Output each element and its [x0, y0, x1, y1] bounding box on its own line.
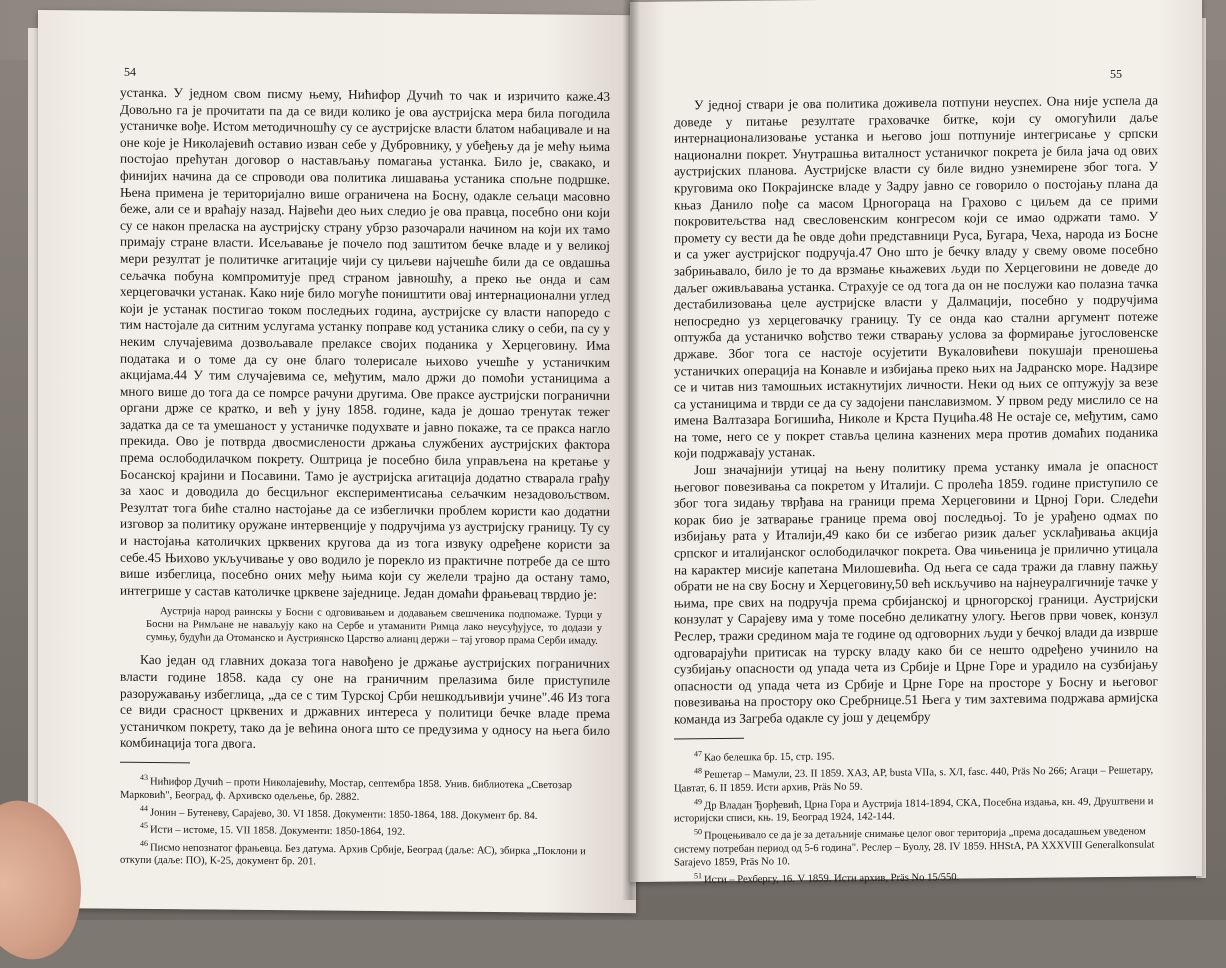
- footnote-43: $^{43}$ Нићифор Дучић – проти Николајевићу, Мостар, септембра 1858. Унив. библиотека „Светозар Марковић", Београд, ф. Архивско одељење, бр. 2882.: [120, 772, 572, 803]
- right-paragraph-2: Још значајнији утицај на њену политику према устанку имала је опасност његовог повезивања са покретом у Италији. С пролећа 1859. године приступило се због тога зидању тврђава на граници према Херцеговини и Црној Гори. Следећи корак био је затварање границе према овој последњој. То је урађено одмах по избијању рата у Италији,49 како би се избегао ризик даљег усклађивања акција српског и италијанског ослободилачког покрета. Ова чињеница је прилично утицала на карактер мисије капетана Милошевића. Од њега се сада тражи да главну пажњу обрати не на сву Босну и Херцеговину,50 већ искључиво на најнеуралгичније тачке у њима, пре свих на подручја према србијанској и црногорској граници. Аустријски конзулат у Сарајеву има у томе посебно деликатну улогу. Његов први човек, конзул Реслер, тражи средином маја те године од одговорних људи у бечкој влади да изврше одговарајући притисак на турску владу како би се нешто одређено учинило на сузбијању опасности од упада чета из Србије и Црне Горе и урадило на сузбијању опасности од упада чета из Србије и Црне Горе на просторе у Босну и његовог повезивања на простору око Сребрнице.51 Њега у тим захтевима подржава армијска команда из Загреба одакле су још у децембру: [674, 457, 1158, 727]
- footnote-rule: [120, 762, 190, 764]
- right-page: [630, 0, 1202, 886]
- left-page: [38, 10, 636, 913]
- footnote-47: $^{47}$ Као белешка бр. 15, стр. 195.: [694, 748, 835, 764]
- left-paragraph: устанка. У једном свом писму њему, Нићифор Дучић то чак и изричито каже.43 Довољно га је прочитати па да се види колико је ова аустријска мера била погодила устаничке вође. Истом методичношћу су се аустријске власти блатом набацивале и на оне које је Николајевић оставио изван себе у Дубровнику, у убеђењу да је мећу њима постојао прећутан договор о настављању помагања устанка. Било је, свакако, и финијих начина да се спроводи ова политика лишавања устаника спољне подршке. Њена примена је територијално више ограничена на Босну, одакле сељаци масовно беже, али се и враћају назад. Највећи део њих следио је ова правца, посебно они који су се након преласка на аустријску страну убрзо разочарали начином на који их тамо примају стране власти. Исељавање је почело под заштитом бечке владе и у великој мери резултат је политичке агитације чији су циљеви најчешће били да се овдашња сељачка побуна компромитује пред страном јавношћу, а преко ње онда и сам херцеговачки устанак. Како није било могуће поништити овај интернационални углед који је устанак постигао током последњих година, аустријске су власти напоредо с тим настојале да ситним услугама устанку поправе код устаника слику о себи, па су у неким случајевима дозвољавале прелаксе својих поданика у Херцеговину. Има података и о томе да су оне благо толерисале њихово учешће у устаничким акцијама.44 У тим случајевима се, међутим, мало држи до помоћи устаницима а много више до тога да се помрсе рачуни другима. Ове праксе аустријски погранични органи држе се кратко, и већ у јуну 1858. године, када је дошао тренутак тежег задатка да се та умешаност у устаничке подухвате и јавно покаже, та се пракса нагло прекида. Ово је потврда двосмислености држања службених аустријских фактора према ослободилачком покрету. Оштрица је посебно била управљена на кретање у Босанској крајини и Посавини. Тамо је аустријска агитација додатно стварала грађу за хаос и доводила до бесциљног експериментисања сељачким незадовољством. Резултат тога биће стално настојање да се избеглички проблем користи као додатни изговор за политику оружане интервенције у подручјима уз аустријску границу. Ту су и настојања католичких црквених кругова да из тога извуку одређене користи за себе.45 Њихово укључивање у ово водило је порекло из практичне потребе да се што више избеглица, посебно оних међу њима који су желели трајно да останy тамо, интегрише у састав католичке црквене заједнице. Један домаћи фрањевац тврдио је:: [120, 84, 610, 602]
- book-spine-shadow: [622, 0, 640, 900]
- right-page-number: 55: [1110, 66, 1122, 81]
- left-paragraph-after-quote: Као један од главних доказа тога навођено је држање аустријских пограничних власти године 1858. када су оне на граничним прелазима биле приступиле разоружавању избеглица, „да се с тим Турској Срби нешкодљивији учине".46 Из тога се види срасност црквених и државних интереса у политици бечке владе према устаничком покрету, тако да је већина онога што се предузима у односу на њега било комбинација тога двога.: [120, 652, 610, 752]
- footnote-45: $^{45}$ Исти – истоме, 15. VII 1858. Документи: 1850-1864, 192.: [140, 820, 406, 838]
- quote-text: Аустрија народ раинскы у Босни с одговивањем и додавањем свешченика подпомаже. Турци у Босни на Римљане не наваљују како на Сербе и утаманити Римца лако неусуђујусе, то додази у сумњу, будући да Отоманско и Аустриянско Царство алианц держи – тај уговор прама Серби имаду.: [146, 606, 602, 648]
- footnote-rule: [674, 737, 744, 739]
- left-page-number: 54: [124, 64, 136, 79]
- right-paragraph-1: У једној ствари је ова политика доживела потпуни неуспех. Она није успела да доведе у питање резултате граховачке битке, који су омогућили даље интернационализовање устанка и његово још потпуније интегрисање у српски национални покрет. Унутрашња виталност устаничког покрета је била јача од ових аустријских планова. Аустријске власти су биле видно узнемирене због тога. У круговима око Покрајинске владе у Задру јавно се говорило о постојању плана да књаз Данило пође са масом Црногораца на Грахово с циљем да се прими покровитељства над свесловенским конгресом који се имао одржати тамо. У промету су вести да ће овде доћи представници Руса, Бугара, Чеха, народа из Босне и са ужег аустријског подручја.47 Оно што је бечку владу у свему овоме посебно забрињавало, било је то да врзмање књажевих људи по Херцеговини не доведе до даљег оживљавања устанка. Страхује се од тога да он не послужи као полазна тачка дестабилизовања целе аустријске власти у Далмацији, посебно у подручјима непосредно уз херцеговачку границу. Ту се онда као стални аргумент потеже оптужба да устаничко вођство тежи стварању услова за формирање југословенске државе. Због тога се настоје осујетити Вукаловићеви покушаји преношења устаничких операција на Конавле и избијања преко њих на Јадранско море. Надзире се и читав низ тамошњих истакнутијих личности. Неки од њих се оптужују за везе са устаницима и тврди се да су задојени панславизмом. У првом реду мислило се на имена Валтазара Богишића, Николе и Крста Пуцића.48 Не остаје се, међутим, само на томе, него се у покрет ставља целина казнених мера против домаћих поданика који подржавају устанак.: [674, 92, 1158, 462]
- footnote-50: $^{50}$ Процењивало се да је за детаљније снимање целог овог територија „према досадашњем уведеном систему потребан период од 5-6 година". Реслер – Буолу, 28. IV 1859. HHStA, PA XXXVIII Generalkonsulat Sarajevo 1859, Präs No 10.: [674, 826, 1155, 869]
- footnote-46: $^{46}$ Писмо непознатог фрањевца. Без датума. Архив Србије, Београд (даље: АС), збирка „Поклони и откупи (даље: ПО), К-25, документ бр. 201.: [120, 838, 586, 868]
- right-page-body: [674, 92, 1158, 886]
- footnote-51: $^{51}$ Исти – Рехбергу, 16. V 1859. Исти архив, Präs No 15/550.: [694, 870, 960, 886]
- footnote-48: $^{48}$ Решетар – Мамули, 23. II 1859. ХАЗ, АР, busta VIIa, s. Х/I, fasc. 440, Präs No 266; Агаци – Решетару, Цавтат, 6. II 1859. Исти архив, Präs No 59.: [674, 765, 1154, 795]
- footnote-44: $^{44}$ Јонин – Бутеневу, Сарајево, 30. VI 1858. Документи: 1850-1864, 188. Документ бр. 84.: [140, 803, 538, 822]
- block-quote: [120, 605, 610, 648]
- footnote-49: $^{49}$ Др Владан Ђорђевић, Црна Гора и Аустрија 1814-1894, СКА, Посебна издања, кн. 49, Друштвени и историјски списи, књ. 19, Београд 1924, 142-144.: [674, 795, 1154, 825]
- left-page-body: [120, 85, 610, 871]
